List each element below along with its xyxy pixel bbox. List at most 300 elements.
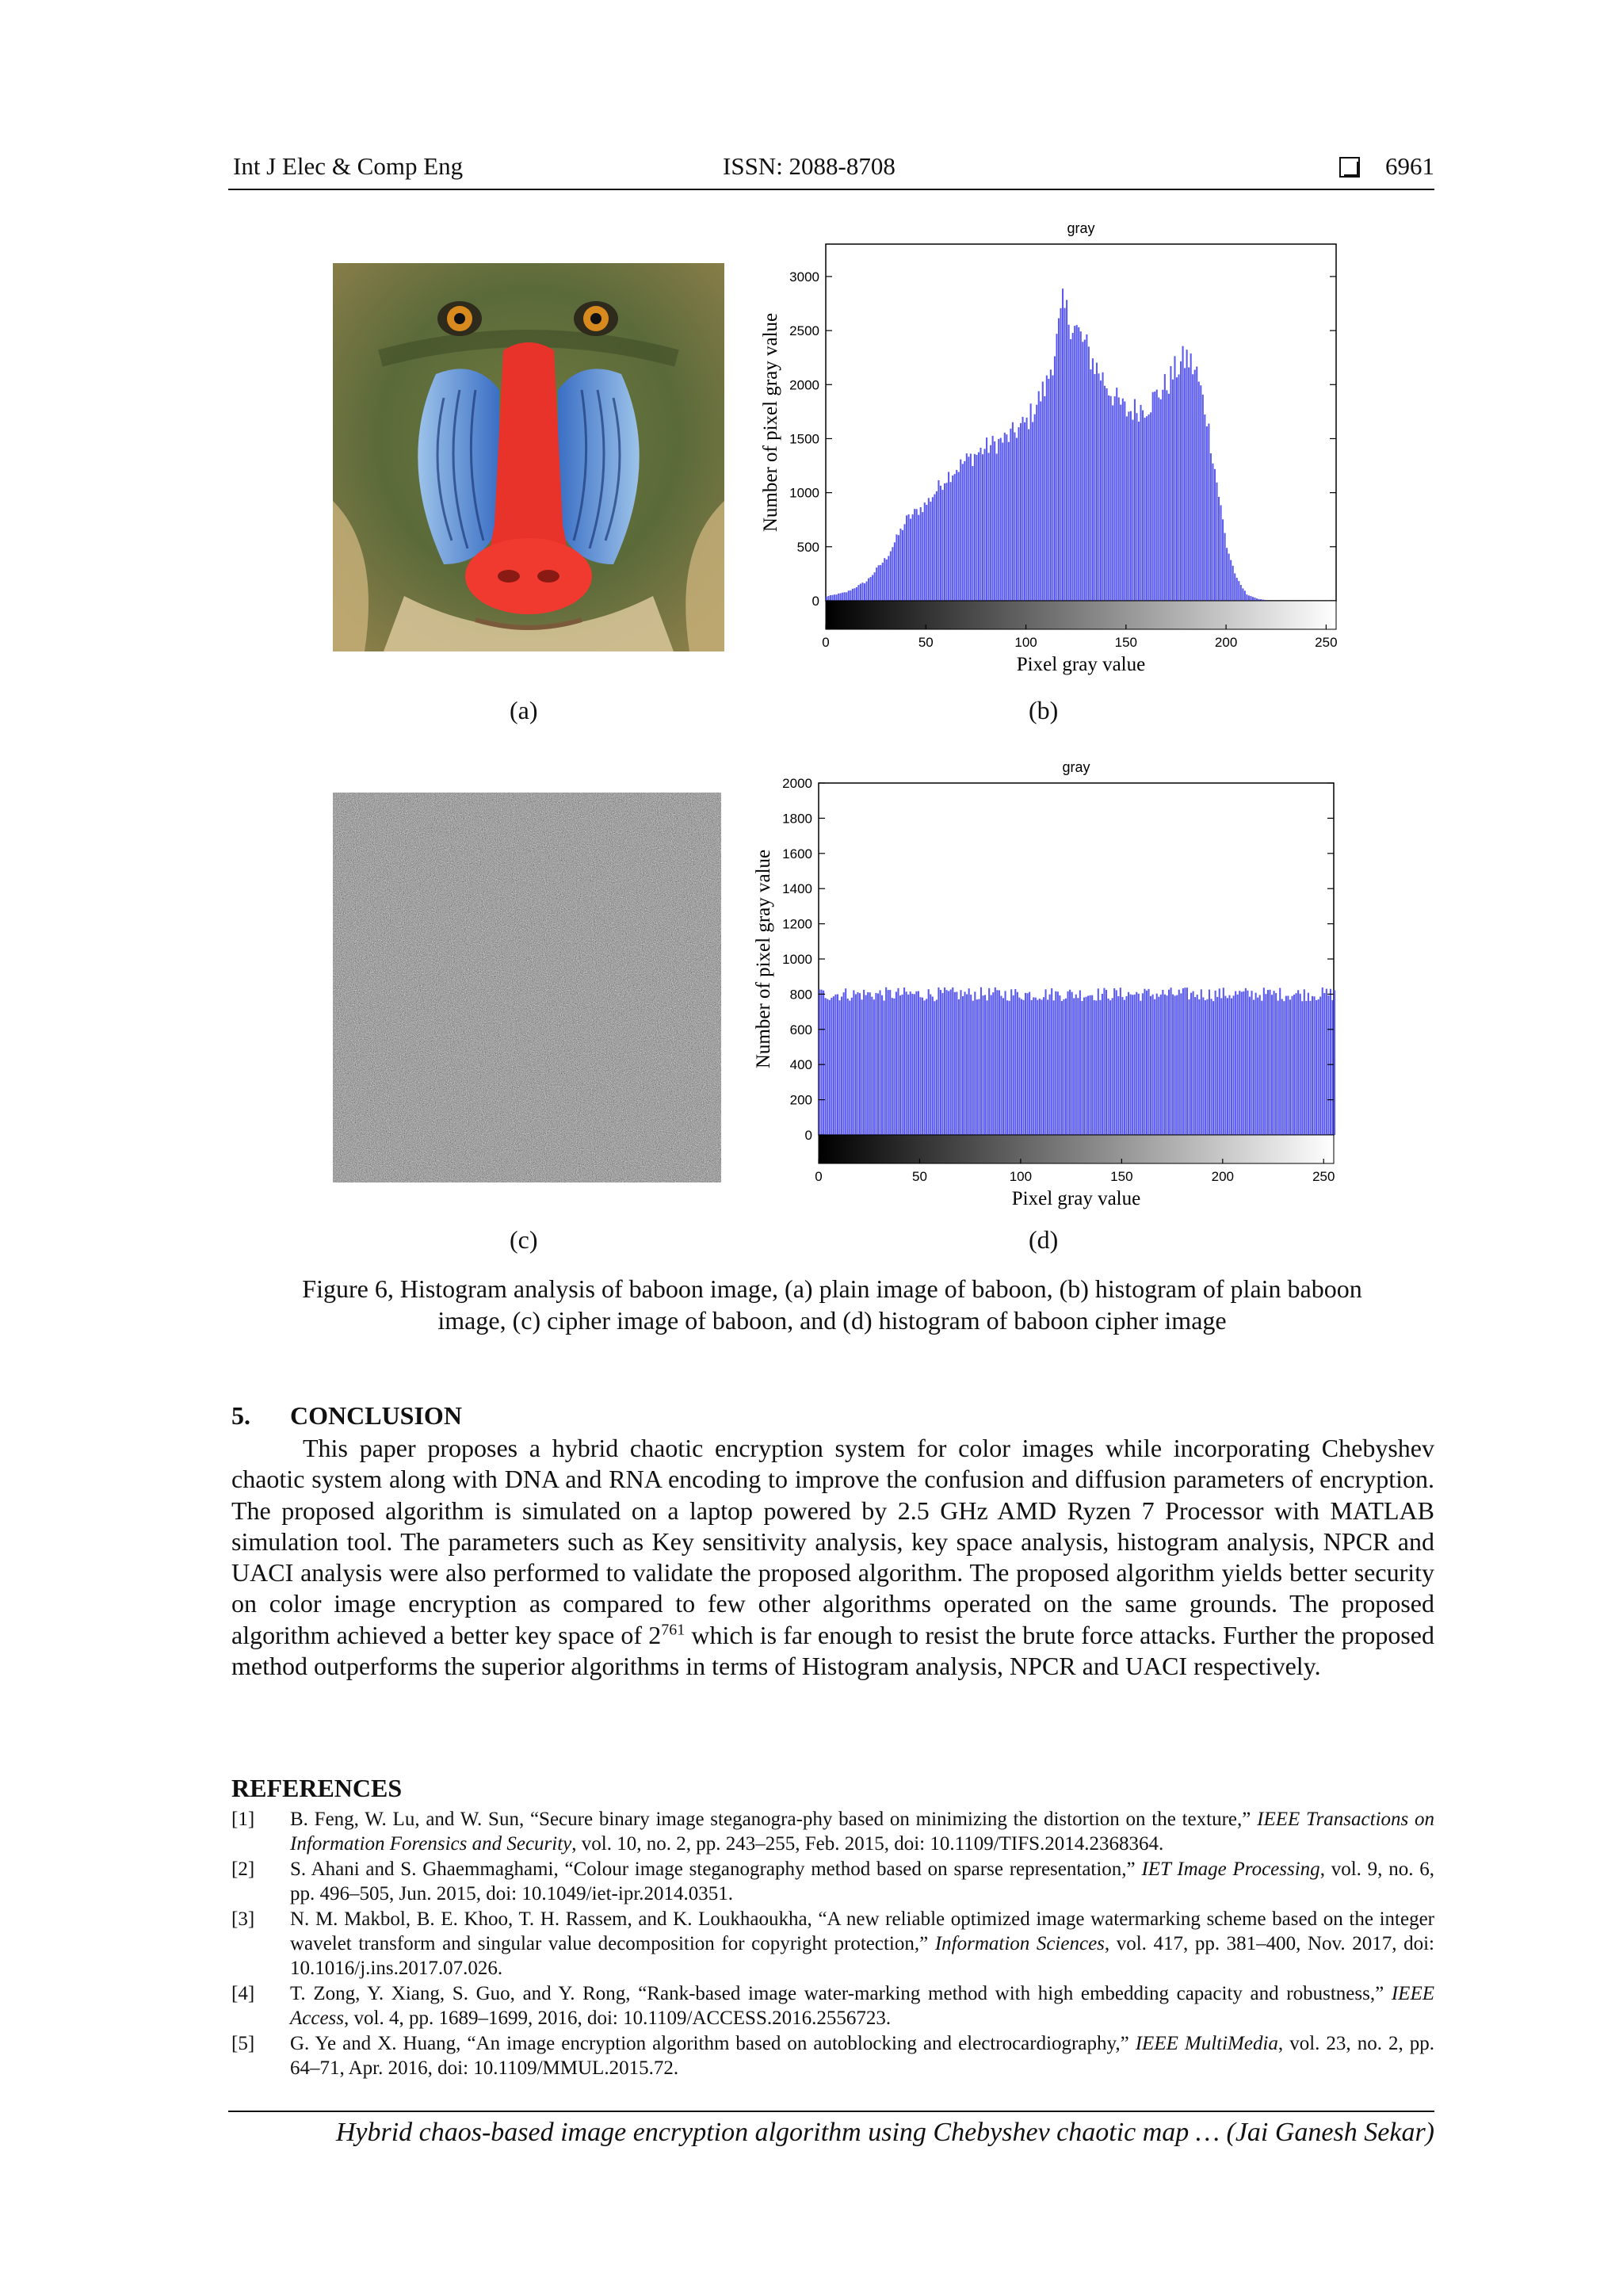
- histogram-bar: [952, 988, 953, 1135]
- histogram-bar: [1238, 581, 1239, 601]
- histogram-bar: [1064, 308, 1066, 601]
- y-tick-label: 1400: [782, 881, 812, 897]
- x-tick-label: 50: [918, 635, 934, 650]
- histogram-bar: [999, 990, 1000, 1135]
- histogram-bar: [1228, 554, 1230, 601]
- histogram-bar: [857, 992, 858, 1135]
- grayscale-colorbar: [819, 1135, 1334, 1163]
- histogram-bar: [1211, 999, 1212, 1135]
- x-tick-label: 150: [1110, 1169, 1133, 1184]
- histogram-bar: [1224, 533, 1226, 601]
- histogram-bar: [828, 596, 830, 601]
- histogram-bar: [1160, 399, 1162, 601]
- histogram-bar: [1200, 385, 1201, 601]
- x-axis-label: Pixel gray value: [1011, 1188, 1141, 1209]
- y-tick-label: 2000: [789, 377, 819, 393]
- histogram-bar: [1037, 1000, 1038, 1135]
- histogram-bar: [907, 995, 909, 1135]
- histogram-bar: [875, 993, 876, 1135]
- histogram-bar: [1166, 995, 1167, 1135]
- histogram-bar: [982, 454, 983, 601]
- histogram-bar: [1108, 999, 1109, 1135]
- histogram-bar: [1144, 989, 1145, 1135]
- histogram-bar: [872, 575, 873, 601]
- y-tick-label: 600: [789, 1022, 812, 1037]
- histogram-bar: [1287, 995, 1289, 1135]
- histogram-bar: [1241, 991, 1243, 1135]
- histogram-bar: [1055, 991, 1056, 1135]
- histogram-bar: [924, 502, 926, 601]
- histogram-bar: [1166, 390, 1167, 601]
- histogram-bar: [854, 588, 855, 601]
- histogram-bar: [1188, 999, 1190, 1135]
- histogram-bar: [1114, 396, 1116, 601]
- histogram-bar: [866, 582, 868, 601]
- histogram-bar: [1227, 998, 1228, 1135]
- histogram-bar: [1176, 377, 1178, 601]
- histogram-bar: [1263, 988, 1265, 1135]
- histogram-bar: [864, 583, 865, 601]
- histogram-bar: [1216, 483, 1217, 601]
- histogram-bar: [899, 529, 901, 601]
- histogram-bar: [914, 994, 915, 1135]
- reference-item: [231, 2031, 1434, 2080]
- journal-name: Int J Elec & Comp Eng: [233, 152, 464, 180]
- histogram-bar: [1150, 412, 1151, 601]
- histogram-bar: [1168, 394, 1170, 601]
- histogram-bar: [1018, 427, 1019, 601]
- histogram-bar: [1297, 990, 1299, 1135]
- histogram-bar: [1248, 595, 1250, 601]
- histogram-bar: [1108, 395, 1109, 601]
- histogram-bar: [1228, 995, 1230, 1135]
- histogram-bar: [1106, 990, 1107, 1135]
- histogram-bar: [1118, 397, 1120, 601]
- panel-label-a: (a): [510, 696, 538, 724]
- histogram-bar: [1190, 993, 1192, 1135]
- histogram-bar: [1301, 1001, 1303, 1135]
- histogram-bar: [1234, 573, 1235, 601]
- histogram-bar: [968, 988, 970, 1135]
- histogram-bar: [995, 988, 996, 1135]
- histogram-bar: [1240, 585, 1242, 601]
- histogram-bar: [1036, 405, 1037, 601]
- histogram-bar: [1142, 993, 1144, 1135]
- histogram-bar: [934, 1001, 935, 1135]
- reference-item: [231, 1807, 1434, 1856]
- histogram-bar: [1006, 434, 1007, 601]
- histogram-bar: [1103, 988, 1105, 1135]
- x-tick-label: 100: [1014, 635, 1037, 650]
- histogram-bar: [1076, 325, 1078, 601]
- histogram-bar: [1121, 997, 1123, 1135]
- histogram-bar: [1000, 438, 1002, 601]
- histogram-bar: [974, 454, 976, 601]
- histogram-bar: [1142, 411, 1144, 601]
- histogram-bar: [978, 453, 980, 601]
- histogram-bar: [1039, 999, 1041, 1135]
- histogram-bar: [1267, 990, 1269, 1135]
- histogram-bar: [897, 988, 899, 1135]
- histogram-bar: [1168, 990, 1170, 1135]
- reference-venue: Information Sciences: [934, 1933, 1105, 1954]
- histogram-bar: [1032, 422, 1033, 601]
- x-tick-label: 250: [1315, 635, 1338, 650]
- histogram-bar: [876, 567, 877, 601]
- histogram-bar: [1041, 999, 1042, 1135]
- histogram-bar: [1106, 388, 1108, 601]
- reference-number: [4]: [231, 1983, 255, 2004]
- histogram-bar: [1002, 442, 1003, 601]
- x-tick-label: 200: [1211, 1169, 1234, 1184]
- histogram-bar: [1269, 990, 1270, 1135]
- histogram-bar: [1239, 991, 1240, 1135]
- histogram-bar: [830, 595, 831, 601]
- histogram-bar: [1090, 995, 1091, 1135]
- histogram-bar: [1178, 374, 1179, 601]
- histogram-bar: [932, 497, 934, 601]
- histogram-bar: [1116, 388, 1117, 601]
- histogram-bar: [1182, 346, 1184, 601]
- histogram-bar: [1235, 991, 1236, 1135]
- histogram-bar: [924, 1000, 926, 1135]
- histogram-bar: [915, 991, 917, 1135]
- histogram-bar: [1231, 999, 1232, 1135]
- histogram-bar: [865, 995, 867, 1135]
- histogram-bar: [879, 991, 880, 1135]
- histogram-bar: [1026, 418, 1028, 601]
- histogram-bar: [1232, 566, 1234, 601]
- histogram-bar: [946, 483, 948, 601]
- histogram-bar: [882, 563, 884, 601]
- histogram-bar: [898, 535, 899, 601]
- histogram-bar: [838, 594, 839, 601]
- histogram-bar: [1120, 988, 1121, 1135]
- histogram-bar: [880, 565, 881, 601]
- histogram-bar: [1170, 366, 1171, 601]
- chart-title: gray: [1062, 759, 1090, 775]
- histogram-bar: [1184, 368, 1186, 601]
- histogram-bar: [1174, 356, 1175, 601]
- histogram-bar: [936, 999, 938, 1135]
- histogram-bar: [1186, 988, 1188, 1135]
- chart-title: gray: [1067, 220, 1095, 236]
- histogram-bar: [930, 502, 931, 601]
- histogram-bar: [869, 992, 871, 1135]
- histogram-bar: [896, 534, 897, 601]
- histogram-bar: [1222, 519, 1224, 601]
- histogram-bar: [914, 509, 915, 601]
- histogram-bar: [863, 990, 865, 1135]
- histogram-bar: [1030, 403, 1032, 601]
- histogram-bar: [1066, 300, 1067, 601]
- reference-venue: IET Image Processing: [1141, 1859, 1320, 1880]
- histogram-bar: [1326, 989, 1327, 1135]
- histogram-bar: [1048, 379, 1049, 601]
- histogram-bar: [960, 460, 961, 601]
- histogram-bar: [1136, 992, 1137, 1135]
- y-axis-label: Number of pixel gray value: [753, 849, 774, 1069]
- histogram-bar: [874, 572, 876, 601]
- histogram-bar: [946, 990, 948, 1135]
- histogram-bar: [1027, 993, 1029, 1135]
- histogram-bar: [1316, 1000, 1317, 1135]
- histogram-bar: [1254, 598, 1255, 601]
- y-tick-label: 3000: [789, 269, 819, 285]
- histogram-bar: [1334, 990, 1335, 1135]
- histogram-bar: [1210, 453, 1212, 601]
- histogram-bar: [1124, 401, 1125, 601]
- histogram-bar: [992, 436, 994, 601]
- histogram-bar: [1042, 382, 1044, 601]
- histogram-bar: [860, 583, 861, 601]
- histogram-bar: [1074, 326, 1075, 601]
- histogram-bar: [1140, 1001, 1141, 1135]
- histogram-bar: [926, 999, 927, 1135]
- histogram-bar: [1031, 1000, 1033, 1135]
- page-number: 6961: [1385, 152, 1434, 180]
- histogram-bar: [857, 585, 859, 601]
- histogram-bar: [1218, 497, 1220, 601]
- histogram-bar: [941, 993, 943, 1135]
- reference-item: [231, 1857, 1434, 1906]
- histogram-bar: [1067, 991, 1069, 1135]
- histogram-bar: [1110, 396, 1112, 601]
- histogram-bar: [1092, 358, 1094, 601]
- histogram-bar: [1245, 988, 1247, 1135]
- histogram-bar: [1277, 1001, 1279, 1135]
- histogram-bar: [1035, 998, 1037, 1135]
- histogram-bar: [819, 990, 820, 1135]
- histogram-bar: [1134, 995, 1136, 1135]
- histogram-bar: [952, 476, 953, 601]
- histogram-bar: [1233, 995, 1235, 1135]
- x-tick-label: 0: [815, 1169, 823, 1184]
- histogram-bar: [910, 518, 911, 601]
- histogram-bar: [1152, 995, 1154, 1135]
- histogram-bar: [1219, 988, 1220, 1135]
- histogram-bar: [911, 994, 913, 1135]
- reference-text: T. Zong, Y. Xiang, S. Guo, and Y. Rong, “Rank-based image water-marking method with high embedding capacity and robustness,”: [290, 1983, 1392, 2004]
- figure-caption: [238, 1273, 1426, 1336]
- conclusion-text-1: This paper proposes a hybrid chaotic encryption system for color images while incorporating Chebyshev chaotic system along with DNA and RNA encoding to improve the confusion and diffusion parameters of encryption. The proposed algorithm is simulated on a laptop powered by 2.5 GHz AMD Ryzen 7 Processor with MATLAB simulation tool. The parameters such as Key sensitivity analysis, key space analysis, histogram analysis, NPCR and UACI analysis were also performed to validate the proposed algorithm. The proposed algorithm yields better security on color image encryption as compared to few other algorithms operated on the same grounds. The proposed algorithm achieved a better key space of 2: [231, 1434, 1434, 1649]
- histogram-bar: [1070, 339, 1071, 601]
- histogram-bar: [1212, 464, 1213, 601]
- histogram-bar: [853, 990, 854, 1135]
- histogram-bar: [832, 595, 834, 601]
- references-heading: REFERENCES: [231, 1774, 403, 1802]
- histogram-bar: [966, 994, 968, 1135]
- histogram-bar: [1182, 988, 1184, 1135]
- histogram-bar: [1075, 995, 1077, 1135]
- histogram-bar: [1265, 994, 1266, 1135]
- histogram-bar: [1043, 997, 1044, 1135]
- histogram-bar: [1184, 988, 1186, 1135]
- x-tick-label: 100: [1009, 1169, 1033, 1184]
- histogram-bar: [1314, 996, 1316, 1135]
- histogram-bar: [1091, 995, 1093, 1135]
- histogram-bar: [1146, 991, 1148, 1135]
- histogram-bar: [1087, 995, 1089, 1135]
- histogram-bar: [987, 1000, 988, 1135]
- histogram-bar: [1212, 1001, 1214, 1135]
- histogram-bar: [1180, 361, 1182, 601]
- histogram-bar: [1209, 990, 1210, 1135]
- histogram-bar: [980, 448, 981, 601]
- histogram-bar: [1215, 991, 1216, 1135]
- histogram-bar: [834, 995, 836, 1135]
- y-tick-label: 500: [796, 539, 819, 555]
- histogram-bar: [1202, 997, 1204, 1135]
- histogram-bar: [845, 988, 846, 1135]
- reference-venue: IEEE Transactions on Information Forensics and Security: [290, 1809, 1434, 1855]
- histogram-bar: [1204, 415, 1205, 601]
- histogram-bar: [1013, 995, 1014, 1135]
- histogram-bar: [1274, 991, 1275, 1135]
- histogram-bar: [906, 515, 907, 601]
- histogram-bar: [926, 505, 927, 601]
- histogram-bar: [1130, 995, 1132, 1135]
- y-axis-label: Number of pixel gray value: [760, 312, 781, 533]
- histogram-bar: [846, 592, 847, 601]
- histogram-bar: [1060, 308, 1061, 601]
- reference-item: [231, 1907, 1434, 1981]
- histogram-bar: [948, 472, 949, 601]
- histogram-bar: [1172, 995, 1174, 1135]
- histogram-bar: [838, 1000, 840, 1135]
- histogram-bar: [928, 498, 930, 601]
- histogram-bar: [1038, 392, 1040, 601]
- histogram-bar: [1025, 993, 1026, 1135]
- histogram-bar: [844, 592, 846, 601]
- histogram-bar: [1056, 334, 1057, 601]
- reference-details: , vol. 23, no. 2, pp. 64–71, Apr. 2016, doi: 10.1109/MMUL.2015.72.: [290, 2033, 1435, 2079]
- histogram-bar: [1068, 325, 1070, 601]
- histogram-bar: [910, 991, 911, 1135]
- histogram-bar: [1134, 399, 1136, 601]
- histogram-bar: [938, 480, 939, 601]
- histogram-bar: [1257, 998, 1258, 1135]
- x-tick-label: 250: [1312, 1169, 1335, 1184]
- issn: ISSN: 2088-8708: [723, 152, 896, 180]
- histogram-bar: [1327, 995, 1329, 1135]
- histogram-bar: [861, 999, 863, 1135]
- histogram-bar: [950, 989, 952, 1135]
- x-tick-label: 150: [1114, 635, 1138, 650]
- histogram-bar: [1176, 995, 1178, 1135]
- histogram-bar: [1249, 997, 1251, 1135]
- histogram-bar: [1086, 334, 1087, 601]
- histogram-bar: [888, 556, 889, 601]
- histogram-bar: [1192, 374, 1193, 601]
- x-tick-label: 0: [822, 635, 830, 650]
- histogram-bar: [1044, 989, 1046, 1135]
- histogram-bar: [1080, 331, 1082, 601]
- histogram-bar: [1250, 596, 1251, 601]
- y-tick-label: 0: [804, 1128, 812, 1143]
- histogram-bar: [868, 579, 869, 601]
- histogram-bar: [1178, 990, 1180, 1135]
- histogram-bar: [902, 530, 903, 601]
- reference-venue: IEEE MultiMedia: [1135, 2033, 1278, 2054]
- histogram-bar: [1170, 988, 1172, 1135]
- conclusion-text-2: which is far enough to resist the brute force attacks. Further the proposed method outperforms the superior algorithms in terms of Histogram analysis, NPCR and UACI respectively.: [231, 1620, 1435, 1681]
- histogram-bar: [1020, 423, 1022, 601]
- histogram-bar: [1244, 590, 1246, 601]
- histogram-bar: [1006, 1000, 1008, 1135]
- histogram-bar: [984, 449, 986, 601]
- reference-text: B. Feng, W. Lu, and W. Sun, “Secure binary image steganogra-phy based on minimizing the distortion on the texture,”: [290, 1809, 1258, 1830]
- histogram-bar: [1072, 333, 1074, 601]
- histogram-bar: [1279, 988, 1281, 1135]
- y-tick-label: 400: [789, 1057, 812, 1073]
- histogram-bar: [994, 441, 995, 601]
- histogram-bar: [1237, 995, 1239, 1135]
- histogram-bar: [1224, 996, 1226, 1135]
- histogram-bar: [958, 472, 960, 601]
- histogram-bar: [878, 565, 880, 601]
- histogram-bar: [1309, 1001, 1311, 1135]
- histogram-bar: [1206, 426, 1208, 601]
- histogram-bar: [1090, 369, 1091, 601]
- histogram-bar: [1028, 430, 1029, 601]
- histogram-bar: [966, 453, 968, 601]
- section-title: CONCLUSION: [290, 1401, 462, 1430]
- histogram-bar: [888, 990, 889, 1135]
- y-tick-label: 1800: [782, 811, 812, 827]
- histogram-bar: [1291, 996, 1293, 1135]
- histogram-bar: [980, 988, 982, 1135]
- histogram-bar: [1051, 988, 1052, 1135]
- section-heading: [231, 1401, 462, 1431]
- histogram-bar: [1065, 999, 1067, 1135]
- reference-item: [231, 1981, 1434, 2030]
- histogram-bar: [899, 995, 901, 1135]
- histogram-bar: [1099, 1000, 1101, 1135]
- histogram-bar: [1024, 422, 1025, 601]
- histogram-bar: [954, 474, 956, 601]
- histogram-bar: [932, 996, 934, 1135]
- histogram-bar: [884, 558, 885, 601]
- histogram-bar: [944, 988, 945, 1135]
- reference-number: [3]: [231, 1908, 255, 1930]
- histogram-bar: [1052, 376, 1053, 601]
- histogram-bar: [964, 461, 965, 601]
- histogram-bar: [982, 995, 983, 1135]
- histogram-bar: [1198, 382, 1200, 601]
- histogram-bar: [1046, 376, 1048, 601]
- histogram-bar: [885, 988, 887, 1135]
- histogram-bar: [1148, 989, 1149, 1135]
- histogram-bar: [1251, 991, 1252, 1135]
- histogram-bar: [918, 991, 919, 1135]
- histogram-bar: [972, 1001, 974, 1135]
- histogram-bar: [1112, 998, 1113, 1135]
- histogram-bar: [1308, 993, 1309, 1135]
- histogram-bar: [1331, 1000, 1333, 1135]
- y-tick-label: 2500: [789, 323, 819, 339]
- histogram-bar: [1236, 578, 1238, 601]
- histogram-bar: [902, 995, 903, 1135]
- histogram-bar: [1034, 415, 1036, 601]
- histogram-bar: [968, 457, 969, 601]
- histogram-bar: [842, 593, 843, 601]
- histogram-bar: [890, 552, 892, 601]
- histogram-bar: [1033, 997, 1034, 1135]
- conclusion-paragraph: [231, 1433, 1434, 1682]
- y-tick-label: 1500: [789, 431, 819, 447]
- histogram-bar: [1130, 411, 1132, 601]
